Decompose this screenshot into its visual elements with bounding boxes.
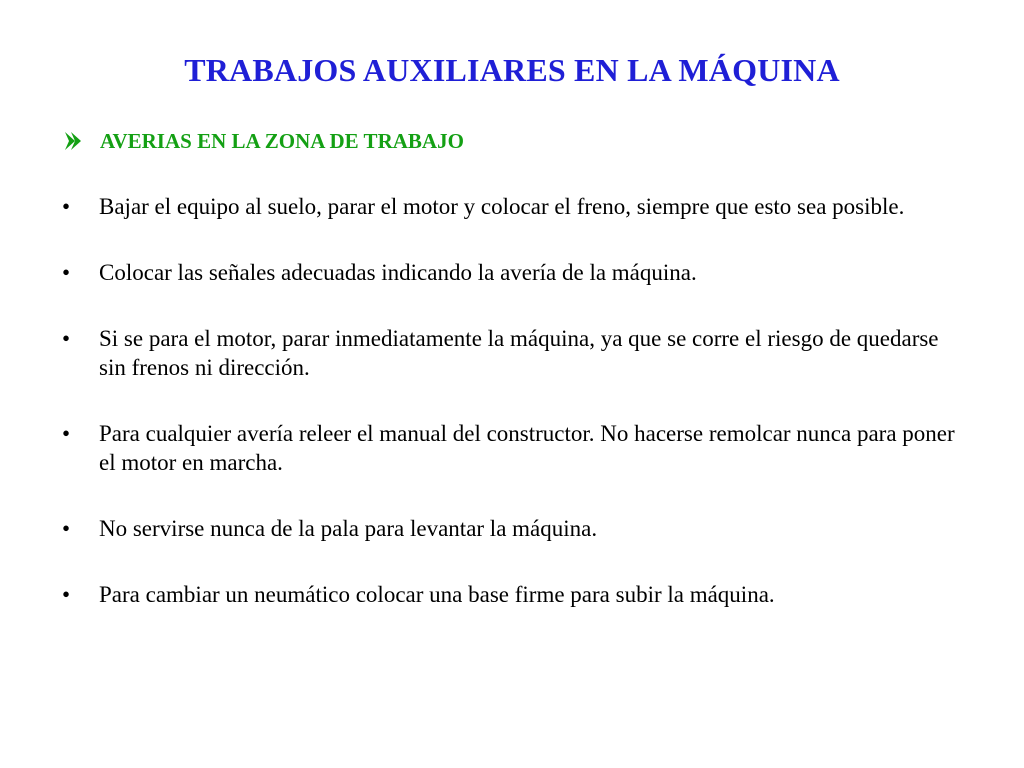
arrow-bullet-icon	[62, 129, 84, 153]
bullet-icon: •	[62, 516, 71, 541]
section-heading	[62, 127, 464, 155]
bullet-icon: •	[62, 194, 71, 219]
section-heading-text: AVERIAS EN LA ZONA DE TRABAJO	[100, 129, 464, 153]
list-item	[62, 514, 962, 543]
list-item-text: No servirse nunca de la pala para levantar la máquina.	[99, 516, 598, 541]
list-item-text: Para cambiar un neumático colocar una base firme para subir la máquina.	[99, 582, 775, 607]
list-item-text: Si se para el motor, parar inmediatamente la máquina, ya que se corre el riesgo de quedarse sin frenos ni dirección.	[99, 326, 939, 380]
list-item	[62, 419, 962, 477]
list-item	[62, 258, 962, 287]
list-item-text: Bajar el equipo al suelo, parar el motor y colocar el freno, siempre que esto sea posible.	[99, 194, 905, 219]
list-item	[62, 324, 962, 382]
list-item	[62, 580, 962, 609]
slide-title: TRABAJOS AUXILIARES EN LA MÁQUINA	[184, 52, 840, 88]
bullet-icon: •	[62, 582, 71, 607]
bullet-list	[62, 192, 962, 646]
list-item-text: Colocar las señales adecuadas indicando la avería de la máquina.	[99, 260, 697, 285]
bullet-icon: •	[62, 260, 71, 285]
bullet-icon: •	[62, 326, 71, 351]
list-item	[62, 192, 962, 221]
bullet-icon: •	[62, 421, 71, 446]
list-item-text: Para cualquier avería releer el manual del constructor. No hacerse remolcar nunca para poner el motor en marcha.	[99, 421, 955, 475]
